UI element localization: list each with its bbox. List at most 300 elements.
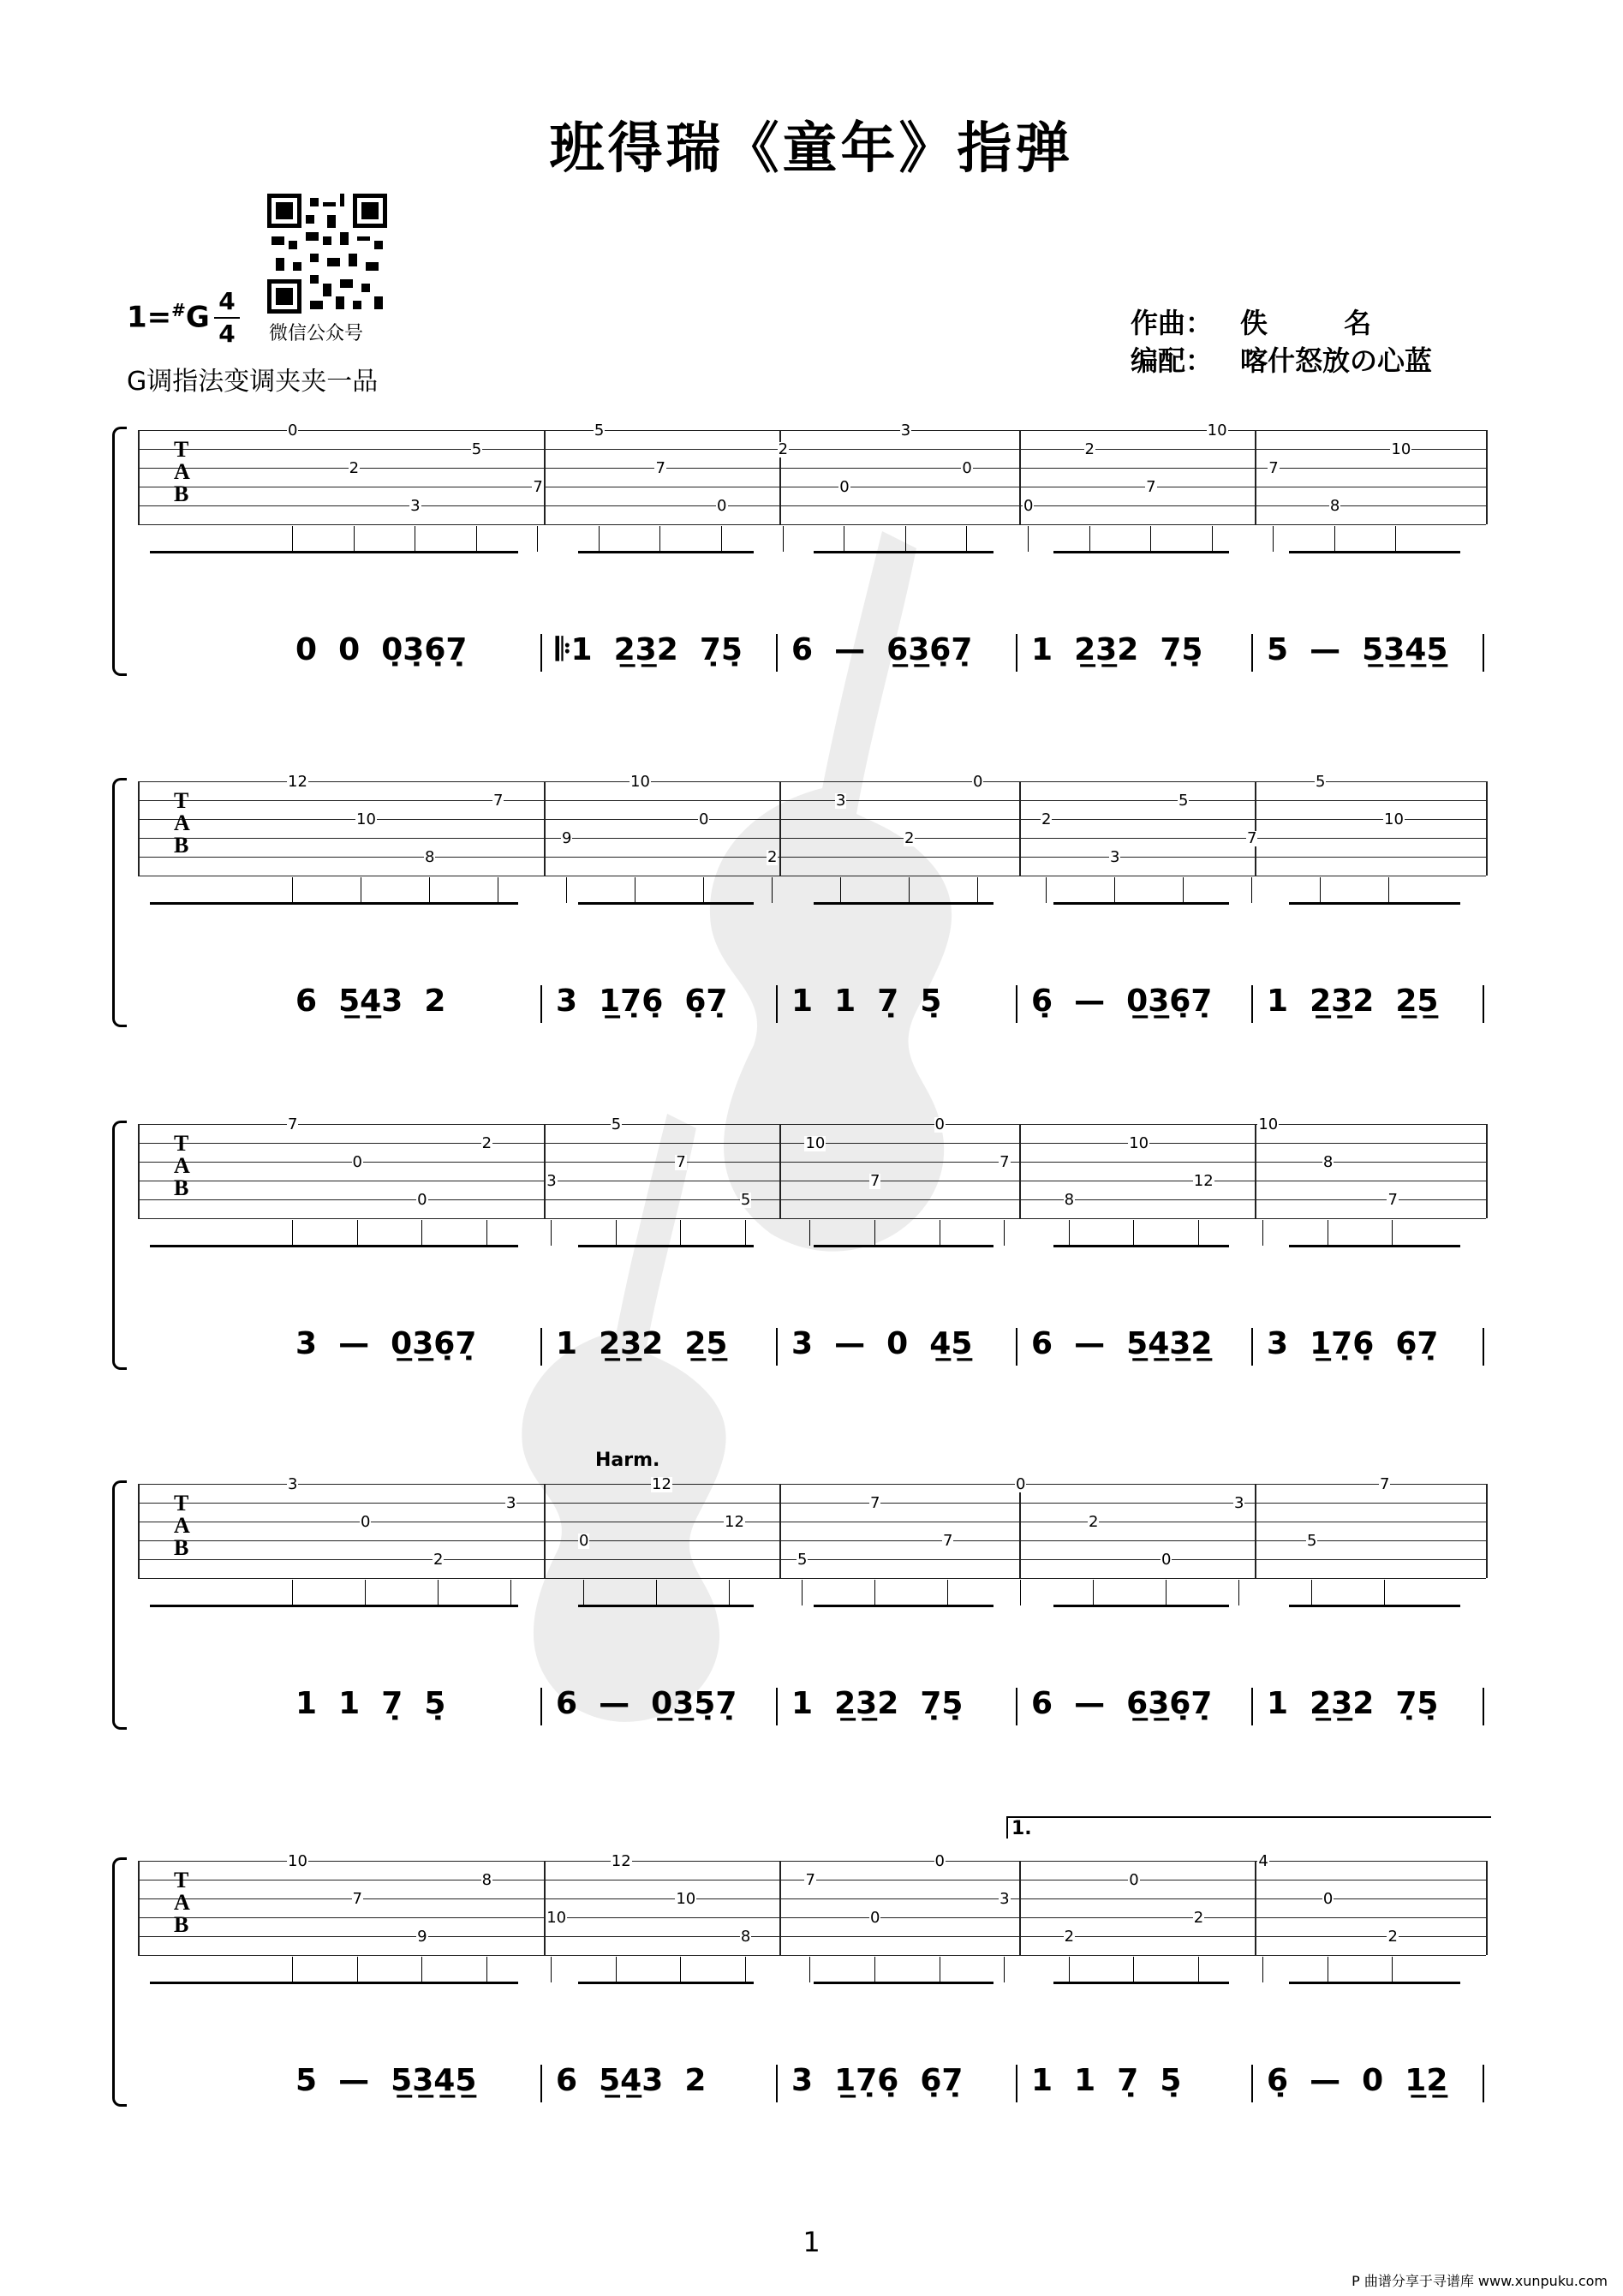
fret-number: 5 [611,1115,622,1133]
time-signature: 4 4 [214,288,240,348]
fret-number: 12 [652,1475,671,1493]
jianpu-measure: 3 — 0 4̲5̲ [791,1326,973,1361]
tab-clef-letter: T [174,1131,189,1156]
note-stem [947,1580,948,1605]
jianpu-measure: 6 5̲4̲3 2 [295,984,446,1019]
tab-string-line [138,1578,1486,1579]
beam [814,1605,993,1607]
tab-string-line [138,468,1486,469]
fret-number: 0 [1161,1551,1172,1569]
tab-bar-line [1019,430,1021,524]
fret-number: 2 [1193,1909,1204,1927]
jianpu-measure: 6 — 0̲3̲5̣7̣ [556,1686,737,1721]
fret-number: 8 [425,848,435,866]
tab-bar-line [138,1484,140,1578]
fret-number: 10 [1129,1134,1149,1152]
fret-number: 12 [611,1852,631,1870]
tab-string-line [138,838,1486,839]
note-stem [292,526,293,552]
note-stem [1392,1957,1393,1982]
tab-clef-letter: B [174,1535,189,1560]
fret-number: 7 [288,1115,298,1133]
note-stem [1093,1580,1094,1605]
fret-number: 9 [562,829,572,847]
score-system [116,1114,1486,1371]
beam [814,551,993,553]
fret-number: 7 [1146,478,1156,496]
note-stem [905,526,906,552]
note-stem [966,526,967,552]
tab-bar-line [779,781,781,876]
tab-bar-line [138,430,140,524]
tab-bar-line [779,1484,781,1578]
tab-bar-line [544,1484,546,1578]
fret-number: 5 [471,440,482,458]
page-title: 班得瑞《童年》指弹 [549,117,1074,181]
tab-string-line [138,1484,1486,1485]
tab-string-line [138,1559,1486,1560]
fret-number: 7 [655,459,665,477]
note-stem [703,877,704,903]
note-stem [1384,1580,1385,1605]
fret-number: 0 [699,810,709,828]
fret-number: 10 [676,1890,696,1908]
tab-clef-letter: B [174,1175,189,1200]
fret-number: 10 [288,1852,307,1870]
note-stem [721,526,722,552]
jianpu-bar-line [1016,634,1017,672]
fret-number: 8 [1329,497,1340,515]
jianpu-bar-line [540,1688,542,1725]
fret-number: 0 [361,1513,371,1531]
fret-number: 3 [546,1172,557,1190]
note-stem [1004,1220,1005,1246]
note-stem [1395,526,1396,552]
fret-number: 8 [481,1871,492,1889]
jianpu-bar-line [776,1688,778,1725]
fret-number: 10 [805,1134,826,1152]
beam [150,902,518,905]
tab-string-line [138,1124,1486,1125]
tab-string-line [138,1503,1486,1504]
fret-number: 7 [352,1890,362,1908]
note-stem [476,526,477,552]
jianpu-bar-line [540,634,542,672]
note-stem [809,1957,810,1982]
note-stem [1238,1580,1239,1605]
tab-string-line [138,800,1486,801]
note-stem [486,1220,487,1246]
fret-number: 3 [999,1890,1010,1908]
tab-bar-line [1255,781,1256,876]
fret-number: 0 [1016,1475,1026,1493]
composer-credit: 作曲： 佚 名 [1131,307,1372,339]
fret-number: 12 [288,773,307,791]
jianpu-bar-line [1251,985,1253,1023]
beam [150,1245,518,1247]
beam [578,1982,754,1984]
note-stem [874,1957,875,1982]
note-stem [1392,1220,1393,1246]
tab-clef-letter: A [174,459,190,484]
system-brace [112,1857,127,2107]
qr-caption: 微信公众号 [269,323,364,344]
tab-string-line [138,1218,1486,1219]
tab-bar-line [138,781,140,876]
beam [1053,551,1229,553]
note-stem [680,1220,681,1246]
fret-number: 10 [630,773,650,791]
harmonic-marking: Harm. [595,1450,660,1471]
jianpu-measure: 0 0 0̣3̣6̣7̣ [295,632,468,667]
system-brace [112,1121,127,1370]
note-stem [1212,526,1213,552]
jianpu-bar-line [1483,2065,1484,2102]
tab-bar-line [138,1124,140,1218]
jianpu-measure: 6 — 6̲3̲6̣7̣ [791,632,973,667]
note-stem [909,877,910,903]
jianpu-measure: 𝄆1 2̲3̲2 7̣5̣ [556,632,743,667]
jianpu-bar-line [1016,1328,1017,1366]
note-stem [1388,877,1389,903]
fret-number: 0 [934,1852,945,1870]
jianpu-measure: 3 — 0̲3̲6̣7̣ [295,1326,477,1361]
fret-number: 2 [349,459,360,477]
beam [1053,902,1229,905]
note-stem [616,1957,617,1982]
fret-number: 7 [676,1153,686,1171]
note-stem [537,526,538,552]
fret-number: 7 [870,1494,880,1512]
jianpu-measure: 5 — 5̲3̲4̲5̲ [295,2063,477,2098]
fret-number: 0 [973,773,983,791]
jianpu-bar-line [1016,2065,1017,2102]
tab-clef-letter: B [174,481,189,506]
note-stem [421,1220,422,1246]
note-stem [357,1957,358,1982]
jianpu-bar-line [1251,1328,1253,1366]
score-system [116,771,1486,1028]
note-stem [656,1580,657,1605]
score-system [116,420,1486,677]
note-stem [429,877,430,903]
jianpu-measure: 3 1̲7̣6̣ 6̣7̣ [791,2063,964,2098]
tab-string-line [138,1199,1486,1200]
fret-number: 0 [1023,497,1034,515]
tab-string-line [138,1898,1486,1899]
tab-bar-line [544,781,546,876]
fret-number: 3 [836,792,846,810]
note-stem [1089,526,1090,552]
fret-number: 3 [288,1475,298,1493]
jianpu-bar-line [776,2065,778,2102]
beam [814,1982,993,1984]
jianpu-measure: 1 2̲3̲2 2̲5̲ [556,1326,728,1361]
score-system [116,1450,1486,1731]
note-stem [745,1957,746,1982]
note-stem [1133,1957,1134,1982]
note-stem [729,1580,730,1605]
tab-bar-line [544,1124,546,1218]
fret-number: 5 [1316,773,1326,791]
note-stem [292,877,293,903]
note-stem [583,1580,584,1605]
tab-string-line [138,524,1486,525]
tab-string-line [138,505,1486,506]
note-stem [1183,877,1184,903]
note-stem [365,1580,366,1605]
jianpu-measure: 1 1 7̣ 5̣ [1031,2063,1182,2098]
note-stem [1320,877,1321,903]
jianpu-measure: 5 — 5̲3̲4̲5̲ [1267,632,1448,667]
beam [814,1245,993,1247]
fret-number: 5 [594,422,605,439]
tab-bar-line [1019,1124,1021,1218]
tab-bar-line [779,1861,781,1955]
fret-number: 7 [1247,829,1257,847]
note-stem [1004,1957,1005,1982]
tab-clef-letter: A [174,1890,190,1915]
jianpu-bar-line [1251,2065,1253,2102]
note-stem [1020,1580,1021,1605]
beam [150,1982,518,1984]
tab-bar-line [544,1861,546,1955]
note-stem [357,1220,358,1246]
fret-number: 7 [870,1172,880,1190]
beam [1053,1605,1229,1607]
jianpu-bar-line [776,1328,778,1366]
jianpu-measure: 1 2̲3̲2 7̣5̣ [1031,632,1203,667]
tab-string-line [138,1861,1486,1862]
fret-number: 10 [1391,440,1411,458]
fret-number: 5 [1307,1532,1317,1550]
tab-clef-letter: B [174,833,189,858]
fret-number: 3 [506,1494,516,1512]
jianpu-bar-line [1483,1328,1484,1366]
jianpu-bar-line [776,985,778,1023]
jianpu-measure: 6̣ — 0 1̲2̲ [1267,2063,1448,2098]
beam [578,902,754,905]
jianpu-measure: 6 — 5̲4̲3̲2̲ [1031,1326,1213,1361]
beam [1053,1982,1229,1984]
jianpu-measure: 1 2̲3̲2 7̣5̣ [1267,1686,1439,1721]
fret-number: 9 [417,1928,427,1946]
fret-number: 0 [934,1115,945,1133]
beam [1289,1245,1460,1247]
fret-number: 5 [740,1191,751,1209]
jianpu-measure: 1 1 7̣ 5̣ [791,984,942,1019]
jianpu-bar-line [1016,1688,1017,1725]
note-stem [783,526,784,552]
beam [814,902,993,905]
score-system [116,1818,1486,2108]
note-stem [510,1580,511,1605]
tab-bar-line [1255,1124,1256,1218]
fret-number: 10 [356,810,376,828]
note-stem [1262,1957,1263,1982]
fret-number: 0 [839,478,850,496]
jianpu-measure: 1 2̲3̲2 2̲5̲ [1267,984,1439,1019]
jianpu-measure: 1 2̲3̲2 7̣5̣ [791,1686,964,1721]
note-stem [1198,1220,1199,1246]
tab-string-line [138,1540,1486,1541]
fret-number: 0 [717,497,727,515]
beam [150,1605,518,1607]
jianpu-measure: 1 1 7̣ 5̣ [295,1686,446,1721]
tab-bar-line [1019,1861,1021,1955]
tab-bar-line [1255,1484,1256,1578]
note-stem [1273,526,1274,552]
note-stem [292,1220,293,1246]
beam [1289,1605,1460,1607]
fret-number: 0 [352,1153,362,1171]
tab-bar-line [138,1861,140,1955]
fret-number: 12 [725,1513,744,1531]
system-brace [112,1480,127,1730]
fret-number: 2 [481,1134,492,1152]
beam [1289,902,1460,905]
note-stem [745,1220,746,1246]
fret-number: 2 [904,829,915,847]
jianpu-bar-line [776,634,778,672]
fret-number: 10 [546,1909,567,1927]
fret-number: 2 [778,440,789,458]
tab-bar-line [1486,1484,1488,1578]
note-stem [1133,1220,1134,1246]
jianpu-bar-line [1251,1688,1253,1725]
jianpu-bar-line [1483,1688,1484,1725]
jianpu-measure: 3 1̲7̣6̣ 6̣7̣ [1267,1326,1439,1361]
beam [1289,551,1460,553]
fret-number: 7 [805,1871,815,1889]
note-stem [1166,1580,1167,1605]
jianpu-bar-line [1483,634,1484,672]
note-stem [840,877,841,903]
note-stem [599,526,600,552]
note-stem [1251,877,1252,903]
arranger-credit: 编配： 喀什怒放の心蓝 [1131,344,1433,377]
note-stem [421,1957,422,1982]
system-brace [112,778,127,1027]
fret-number: 0 [288,422,298,439]
fret-number: 2 [1089,1513,1099,1531]
note-stem [1150,526,1151,552]
fret-number: 2 [1041,810,1052,828]
fret-number: 7 [1387,1191,1398,1209]
note-stem [616,1220,617,1246]
tab-clef-letter: T [174,1868,189,1892]
fret-number: 2 [1064,1928,1075,1946]
note-stem [809,1220,810,1246]
note-stem [1198,1957,1199,1982]
tab-clef-letter: T [174,1491,189,1516]
fret-number: 7 [1268,459,1279,477]
fret-number: 3 [410,497,421,515]
jianpu-bar-line [1483,985,1484,1023]
tab-clef-letter: A [174,1513,190,1538]
tab-string-line [138,857,1486,858]
note-stem [802,1580,803,1605]
note-stem [772,877,773,903]
jianpu-bar-line [540,985,542,1023]
fret-number: 0 [962,459,972,477]
note-stem [1334,526,1335,552]
fret-number: 3 [1110,848,1120,866]
tab-string-line [138,781,1486,782]
note-stem [977,877,978,903]
fret-number: 8 [1322,1153,1334,1171]
beam [578,1245,754,1247]
tab-clef-letter: A [174,1153,190,1178]
fret-number: 10 [1258,1115,1279,1133]
capo-note: G调指法变调夹夹一品 [127,367,379,397]
note-stem [551,1220,552,1246]
beam [1289,1982,1460,1984]
tab-bar-line [1486,1124,1488,1218]
jianpu-measure: 6 — 6̲3̲6̣7̣ [1031,1686,1213,1721]
tab-string-line [138,1917,1486,1918]
note-stem [1046,877,1047,903]
fret-number: 4 [1258,1852,1268,1870]
jianpu-measure: 6̣ — 0̲3̲6̣7̣ [1031,984,1213,1019]
note-stem [292,1957,293,1982]
fret-number: 7 [999,1153,1010,1171]
jianpu-measure: 3 1̲7̣6̣ 6̣7̣ [556,984,728,1019]
jianpu-bar-line [1016,985,1017,1023]
tab-string-line [138,1955,1486,1956]
fret-number: 2 [767,848,778,866]
note-stem [874,1580,875,1605]
fret-number: 7 [533,478,543,496]
tab-bar-line [544,430,546,524]
fret-number: 2 [1387,1928,1398,1946]
note-stem [874,1220,875,1246]
fret-number: 0 [417,1191,427,1209]
fret-number: 5 [1178,792,1189,810]
fret-number: 5 [797,1551,808,1569]
jianpu-measure: 6 5̲4̲3 2 [556,2063,707,2098]
fret-number: 8 [740,1928,751,1946]
tab-clef-letter: A [174,810,190,835]
fret-number: 12 [1193,1172,1214,1190]
note-stem [1311,1580,1312,1605]
tab-string-line [138,430,1486,431]
fret-number: 7 [1380,1475,1390,1493]
note-stem [1262,1220,1263,1246]
note-stem [551,1957,552,1982]
fret-number: 3 [900,422,911,439]
jianpu-bar-line [1251,634,1253,672]
note-stem [292,1580,293,1605]
tab-bar-line [779,1124,781,1218]
tab-bar-line [1486,781,1488,876]
note-stem [1069,1220,1070,1246]
note-stem [659,526,660,552]
tab-string-line [138,449,1486,450]
tab-bar-line [1255,430,1256,524]
beam [578,1605,754,1607]
fret-number: 10 [1384,810,1404,828]
tab-clef-letter: B [174,1912,189,1937]
beam [578,551,754,553]
tab-bar-line [1486,1861,1488,1955]
fret-number: 0 [870,1909,880,1927]
tab-bar-line [1019,781,1021,876]
jianpu-bar-line [540,2065,542,2102]
tab-bar-line [1255,1861,1256,1955]
footer-credit: P 曲谱分享于寻谱库 www.xunpuku.com [1352,2273,1608,2289]
note-stem [1028,526,1029,552]
